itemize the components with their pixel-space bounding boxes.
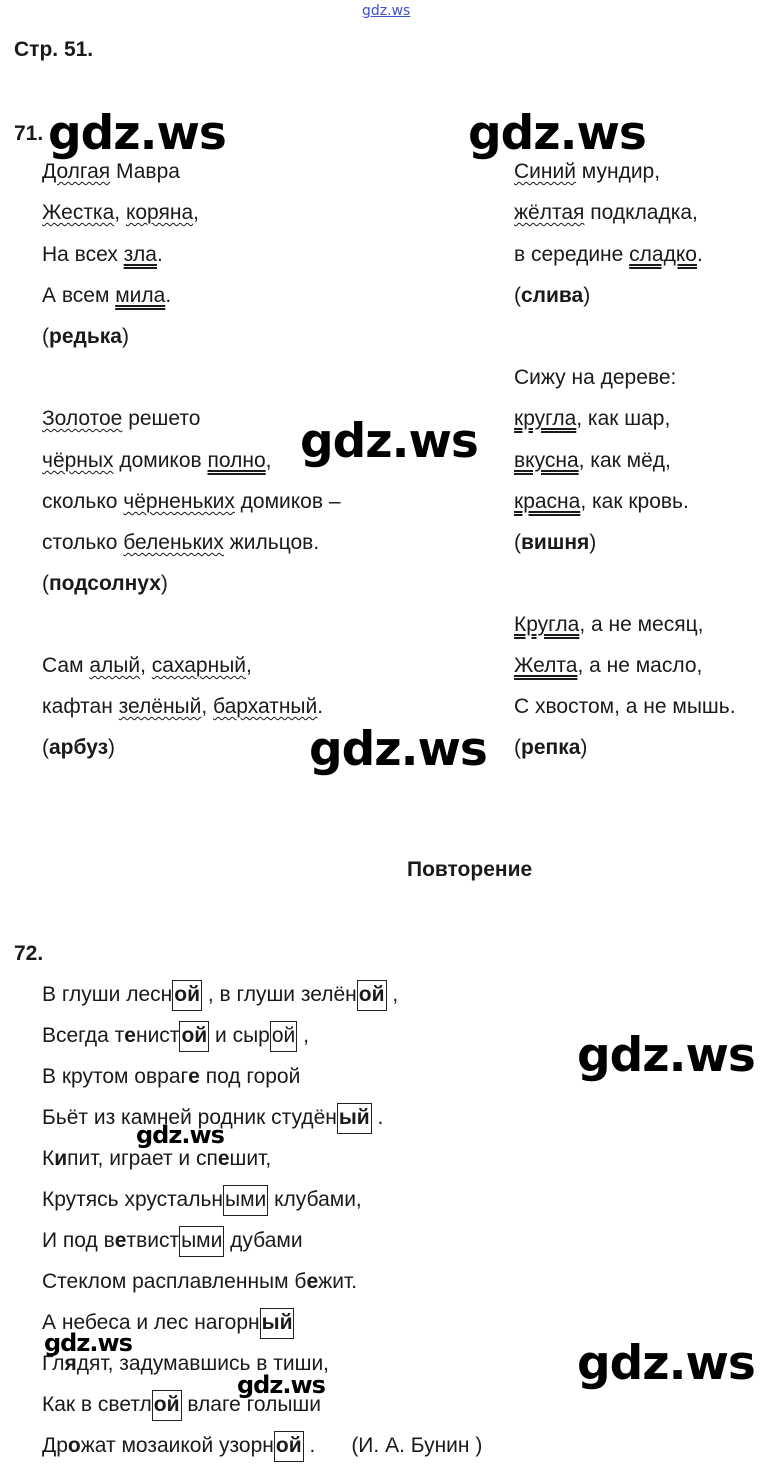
poem-line: А небеса и лес нагорный [42,1311,294,1335]
poem-line: Глядят, задумавшись в тиши, [42,1352,330,1375]
watermark: gdz.ws [136,1121,224,1149]
watermark: gdz.ws [44,1329,132,1357]
poem-line: Всегда тенистой и сырой , [42,1024,309,1048]
section-title: Повторение [407,858,533,881]
watermark: gdz.ws [237,1371,325,1399]
poem-line: Крутясь хрустальными клубами, [42,1188,362,1212]
poem-line: Дрожат мозаикой узорной . (И. А. Бунин ) [42,1434,482,1458]
riddle-answer: (слива) [514,284,591,307]
poem-line: В крутом овраге под горой [42,1065,301,1088]
poem-line: Стеклом расплавленным бежит. [42,1270,358,1293]
riddle-answer: (редька) [42,325,129,348]
watermark-top[interactable]: gdz.ws [362,3,411,19]
watermark: gdz.ws [577,1028,755,1083]
poem-line: Как в светлой влаге голыши [42,1393,321,1417]
riddle-answer: (арбуз) [42,736,116,759]
watermark: gdz.ws [48,106,226,161]
page-label: Стр. 51. [14,38,94,61]
poem-line: Кипит, играет и спешит, [42,1147,272,1170]
exercise-71-number: 71. [14,122,44,145]
poem-author: (И. А. Бунин ) [351,1434,483,1457]
watermark: gdz.ws [309,722,487,777]
exercise-72-number: 72. [14,942,44,965]
poem-line: Бьёт из камней родник студёный . [42,1106,383,1130]
poem-line: И под ветвистыми дубами [42,1229,303,1253]
riddle-answer: (вишня) [514,531,597,554]
poem-line: В глуши лесной , в глуши зелёной , [42,983,398,1007]
riddle-answer: (подсолнух) [42,572,168,595]
watermark: gdz.ws [300,414,478,469]
watermark: gdz.ws [468,106,646,161]
riddle-answer: (репка) [514,736,588,759]
watermark: gdz.ws [577,1336,755,1391]
